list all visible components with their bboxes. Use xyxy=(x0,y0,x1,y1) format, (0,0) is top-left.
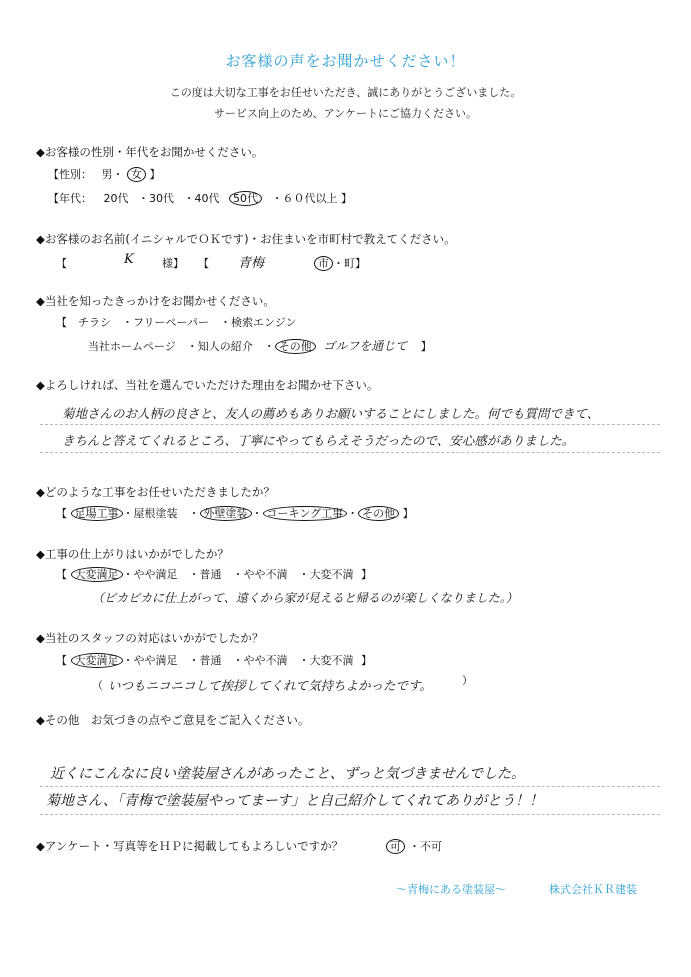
q6-options xyxy=(56,566,372,582)
q7-comment-open: （ xyxy=(92,679,103,692)
q5-sep: ・ xyxy=(251,507,263,520)
q6-comment: （ピカピカに仕上がって、遠くから家が見えると帰るのが楽しくなりました。） xyxy=(92,591,518,605)
q1-gender-male: 男・ xyxy=(101,168,124,181)
intro-line-1: この度は大切な工事をお任せいただき、誠にありがとうございました。 xyxy=(169,86,522,99)
q1-gender-row xyxy=(48,166,161,182)
q5-opt-roof: ・屋根塗装 ・ xyxy=(122,507,200,520)
q8-rule-1 xyxy=(40,786,660,787)
q5-opt-wall-selected: 外壁塗装 xyxy=(200,506,252,521)
q8-answer-line-1: 近くにこんなに良い塗装屋さんがあったこと、ずっと気づきませんでした。 xyxy=(50,766,526,782)
q8-question: ◆その他 お気づきの点やご意見をご記入ください。 xyxy=(36,713,310,727)
q4-rule-2 xyxy=(40,452,660,453)
q7-open: 【 xyxy=(56,654,67,667)
q7-selected: 大変満足 xyxy=(71,653,123,668)
q2-city-row xyxy=(314,255,366,271)
q7-question: ◆当社のスタッフの対応はいかがでしたか？ xyxy=(36,631,264,645)
q6-question: ◆工事の仕上がりはいかがでしたか？ xyxy=(36,547,229,561)
q1-age-20: 20代 xyxy=(103,192,129,205)
q6-open: 【 xyxy=(56,568,67,581)
q1-age-30: ・30代 xyxy=(138,192,174,205)
q1-age-60: ・６０代以上 xyxy=(271,192,338,205)
q3-row1: 【 チラシ ・フリーペーパー ・検索エンジン xyxy=(56,316,297,329)
q8-answer-line-2: 菊地さん、「青梅で塗装屋やってまーす」と自己紹介してくれてありがとう！！ xyxy=(46,793,544,809)
q5-sep-2: ・ xyxy=(347,507,359,520)
q5-close: 】 xyxy=(402,507,414,520)
q7-options xyxy=(56,652,372,668)
q2-name-open: 【 xyxy=(56,257,67,270)
q5-opt-other-selected: その他 xyxy=(358,506,399,521)
q1-age-50-selected: 50代 xyxy=(229,191,262,206)
page-title: お客様の声をお聞かせください！ xyxy=(225,52,466,70)
q3-other-text: ゴルフを通じて xyxy=(323,339,408,353)
q1-gender-close: 】 xyxy=(149,168,161,181)
q6-selected: 大変満足 xyxy=(71,567,123,582)
q2-name-value: K xyxy=(124,252,134,267)
q7-rest: ・やや満足 ・普通 ・やや不満 ・大変不満 xyxy=(122,654,354,667)
intro-line-2: サービス向上のため、アンケートにご協力ください。 xyxy=(214,107,477,120)
q1-gender-label: 【性別： xyxy=(48,168,92,181)
q5-opt-caulking-selected: コーキング工事 xyxy=(263,506,348,521)
q9-no: ・不可 xyxy=(409,840,442,853)
q1-age-40: ・40代 xyxy=(183,192,220,205)
q3-row2-text: 当社ホームページ ・知人の紹介 ・ xyxy=(88,340,275,353)
q8-rule-2 xyxy=(40,814,660,815)
q2-city-open: 【 xyxy=(198,257,209,270)
q9-question: ◆アンケート・写真等をＨＰに掲載してもよろしいですか？ xyxy=(36,839,344,853)
q3-other-selected: その他 xyxy=(275,339,316,354)
q6-close: 】 xyxy=(361,568,372,581)
q5-options xyxy=(56,505,414,521)
q1-question: ◆お客様の性別・年代をお聞かせください。 xyxy=(36,145,264,159)
q1-age-row xyxy=(48,190,352,206)
q5-open: 【 xyxy=(56,507,67,520)
q1-gender-female-selected: 女 xyxy=(127,167,146,182)
q2-city-shi-selected: 市 xyxy=(314,256,333,271)
q9-yes-selected: 可 xyxy=(386,839,405,854)
q2-city-value: 青梅 xyxy=(238,256,265,271)
q7-close: 】 xyxy=(361,654,372,667)
q9-options xyxy=(386,838,442,854)
q5-question: ◆どのような工事をお任せいただきましたか？ xyxy=(36,485,275,499)
q3-row2 xyxy=(88,337,432,354)
q2-name-suffix: 様】 xyxy=(162,257,184,270)
q4-answer-line-2: きちんと答えてくれるところ、丁寧にやってもらえそうだったので、安心感がありました。 xyxy=(62,433,575,448)
q4-question: ◆よろしければ、当社を選んでいただけた理由をお聞かせ下さい。 xyxy=(36,378,379,392)
footer-company: 株式会社ＫＲ建装 xyxy=(549,883,637,896)
q1-age-label: 【年代： xyxy=(48,192,92,205)
q7-comment-close: ） xyxy=(462,674,473,687)
q4-answer-line-1: 菊地さんのお人柄の良さと、友人の薦めもありお願いすることにしました。何でも質問できて、 xyxy=(62,406,600,421)
q3-close: 】 xyxy=(420,340,432,353)
footer-tagline: ～青梅にある塗装屋～ xyxy=(396,883,506,896)
q2-question: ◆お客様のお名前(イニシャルでＯＫです)・お住まいを市町村で教えてください。 xyxy=(36,232,456,246)
q6-rest: ・やや満足 ・普通 ・やや不満 ・大変不満 xyxy=(122,568,354,581)
q5-opt-scaffold-selected: 足場工事 xyxy=(71,506,123,521)
q7-comment: いつもニコニコして挨拶してくれて気持ちよかったです。 xyxy=(108,678,433,693)
q4-rule-1 xyxy=(40,424,660,425)
q2-city-machi: ・町】 xyxy=(333,257,366,270)
q3-question: ◆当社を知ったきっかけをお聞かせください。 xyxy=(36,294,275,308)
q1-age-close: 】 xyxy=(341,192,352,205)
